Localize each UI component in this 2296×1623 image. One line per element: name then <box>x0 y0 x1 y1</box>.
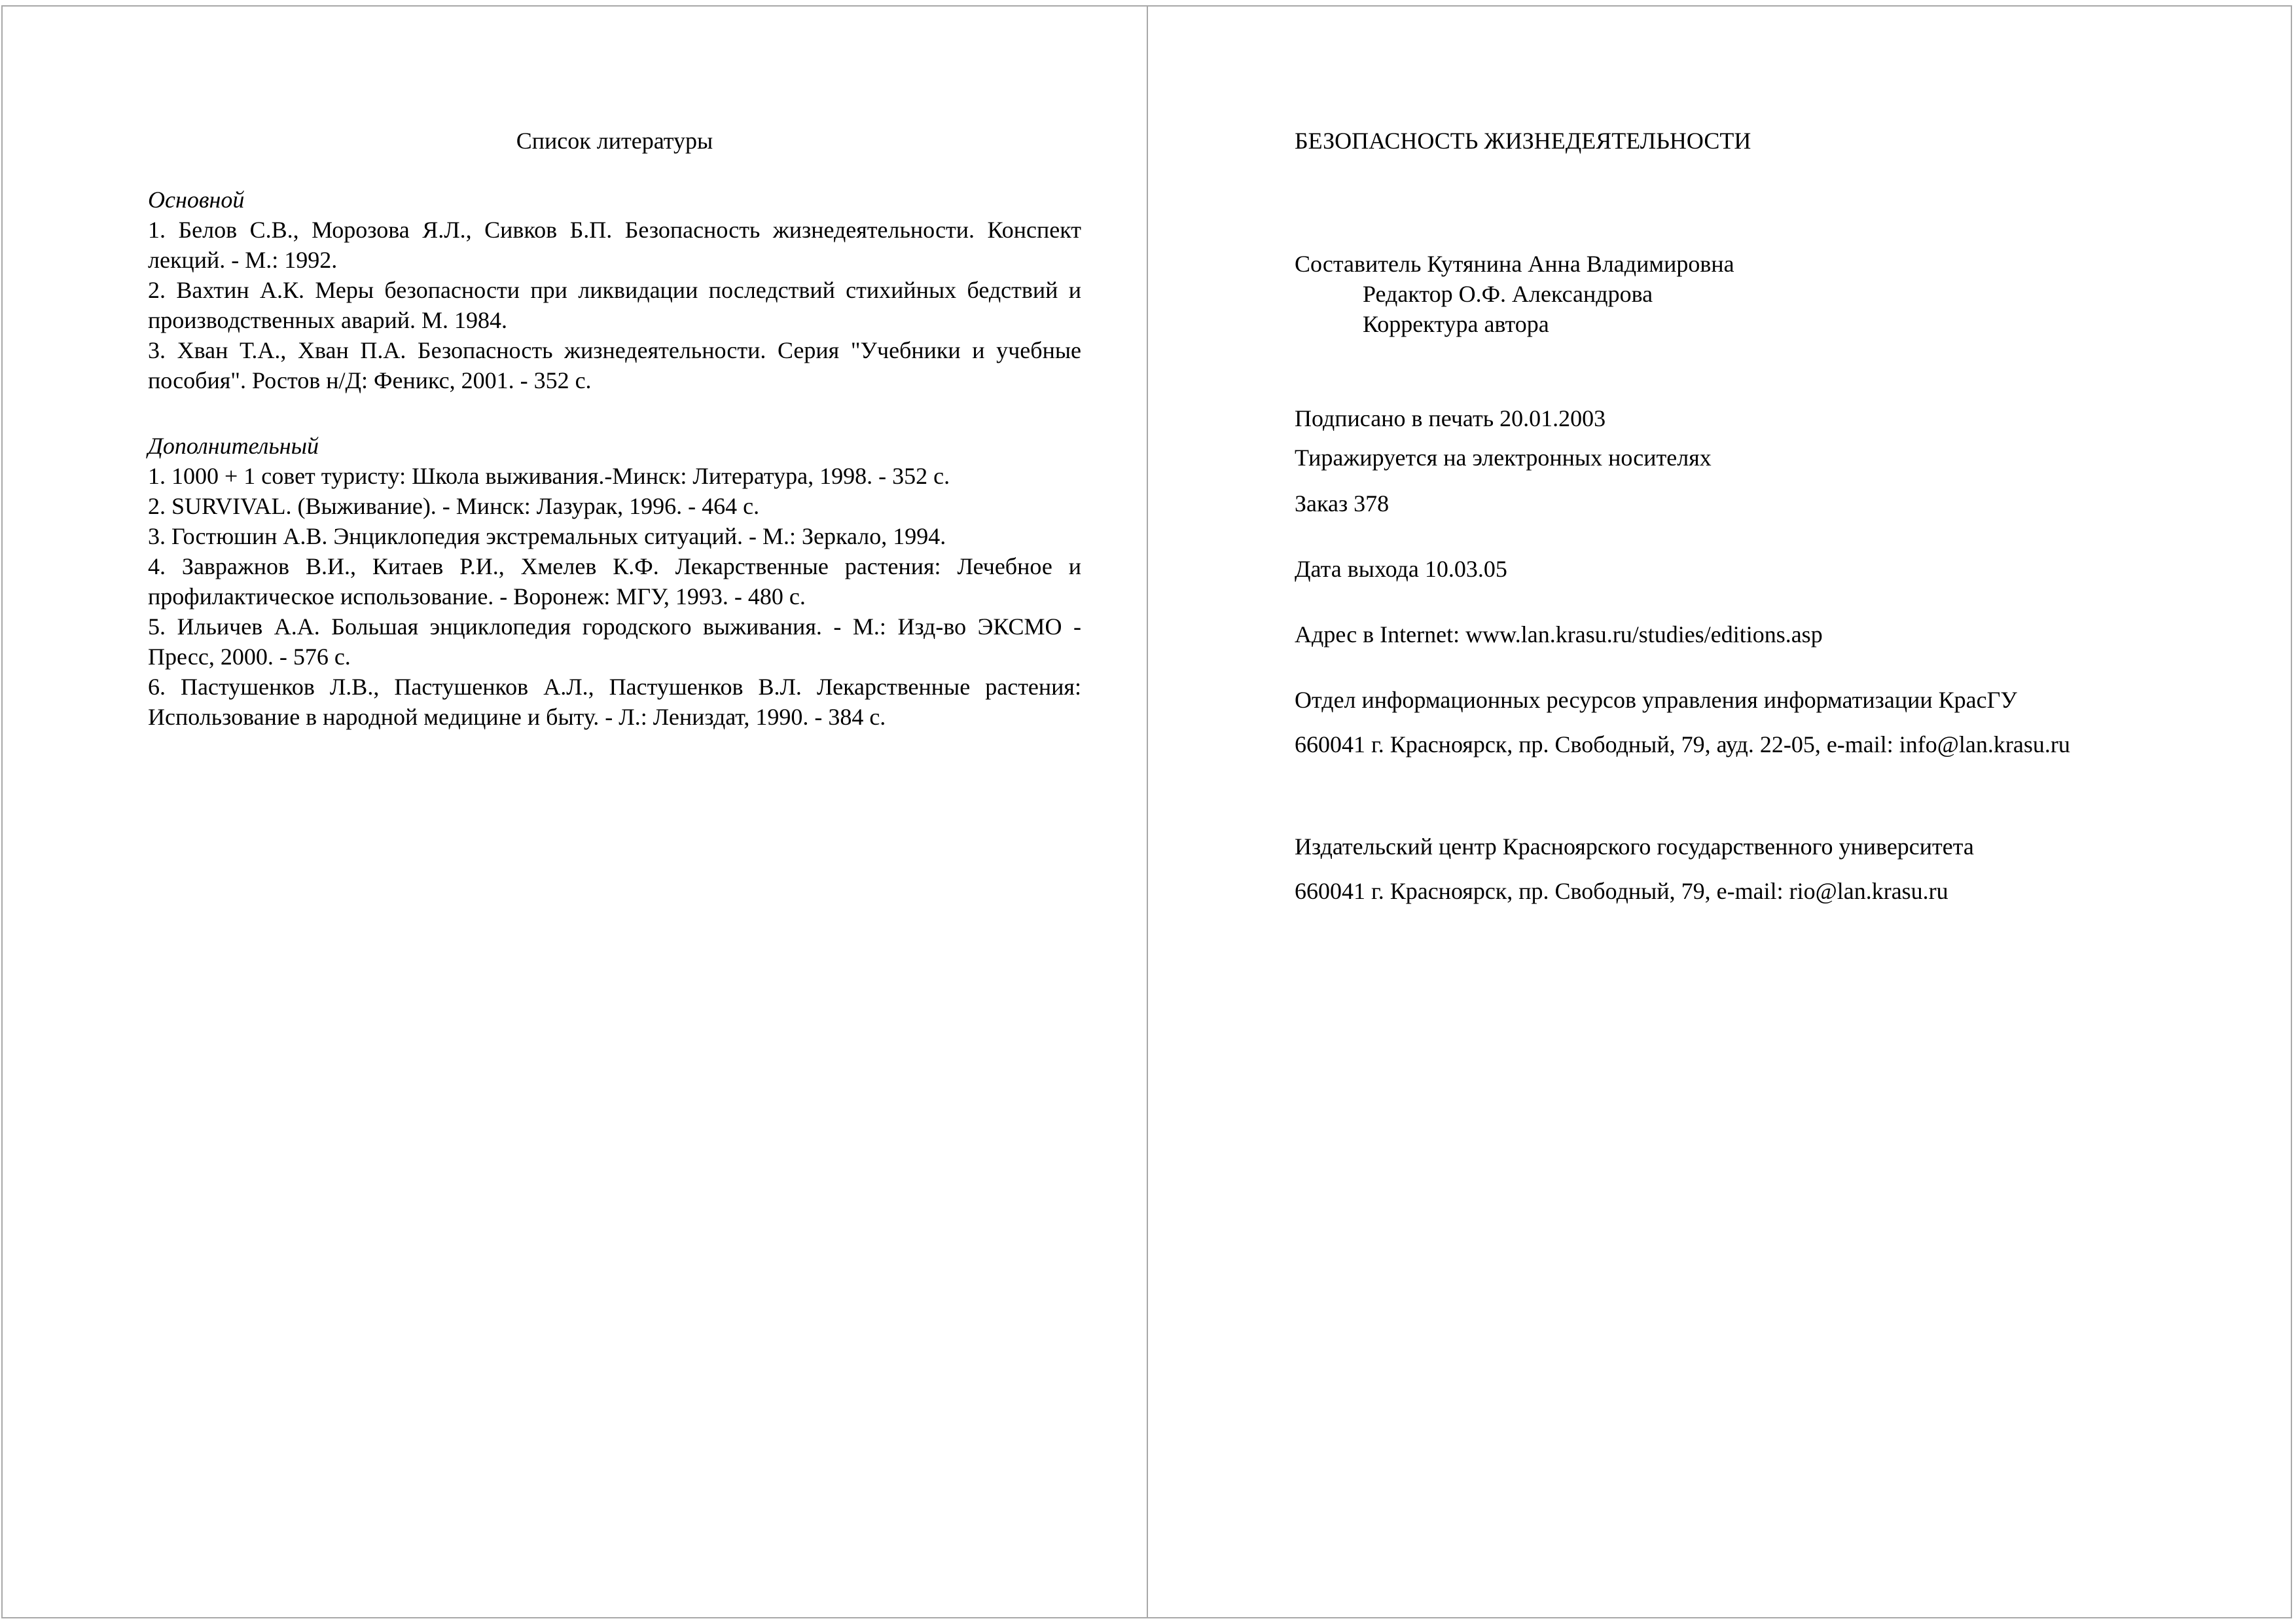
extra-heading: Дополнительный <box>148 433 319 459</box>
reference-item: 1. Белов С.В., Морозова Я.Л., Сивков Б.П. Безопасность жизнедеятельности. Конспект лекций. - М.: 1992. <box>148 217 1081 273</box>
reference-item: 6. Пастушенков Л.В., Пастушенков А.Л., Пастушенков В.Л. Лекарственные растения: Использование в народной медицине и быту. - Л.: Лениздат, 1990. - 384 с. <box>148 674 1081 730</box>
page-divider <box>1147 5 1148 1618</box>
reference-item: 5. Ильичев А.А. Большая энциклопедия городского выживания. - М.: Изд-во ЭКСМО - Пресс, 2000. - 576 с. <box>148 613 1081 670</box>
department-address-line: 660041 г. Красноярск, пр. Свободный, 79, ауд. 22-05, e-mail: info@lan.krasu.ru <box>1295 731 2070 757</box>
release-line: Дата выхода 10.03.05 <box>1295 556 1507 582</box>
bibliography-title: Список литературы <box>516 128 713 154</box>
publisher-address-line: 660041 г. Красноярск, пр. Свободный, 79, e-mail: rio@lan.krasu.ru <box>1295 878 1948 904</box>
distribution-line: Тиражируется на электронных носителях <box>1295 445 1712 471</box>
internet-line: Адрес в Internet: www.lan.krasu.ru/studies/editions.asp <box>1295 621 1823 647</box>
compiler-line: Составитель Кутянина Анна Владимировна <box>1295 251 1734 277</box>
reference-item: 1. 1000 + 1 совет туристу: Школа выживания.-Минск: Литература, 1998. - 352 с. <box>148 463 950 489</box>
signed-line: Подписано в печать 20.01.2003 <box>1295 405 1606 431</box>
publisher-line: Издательский центр Красноярского государственного университета <box>1295 833 1974 860</box>
department-line: Отдел информационных ресурсов управления информатизации КрасГУ <box>1295 687 2017 713</box>
book-title: БЕЗОПАСНОСТЬ ЖИЗНЕДЕЯТЕЛЬНОСТИ <box>1295 128 1751 154</box>
reference-item: 3. Гостюшин А.В. Энциклопедия экстремальных ситуаций. - М.: Зеркало, 1994. <box>148 523 946 549</box>
basic-heading: Основной <box>148 187 245 213</box>
reference-item: 4. Завражнов В.И., Китаев Р.И., Хмелев К.Ф. Лекарственные растения: Лечебное и профилактическое использование. - Воронеж: МГУ, 1993. - 480 с. <box>148 553 1081 610</box>
reference-item: 3. Хван Т.А., Хван П.А. Безопасность жизнедеятельности. Серия "Учебники и учебные пособия". Ростов н/Д: Феникс, 2001. - 352 с. <box>148 337 1081 393</box>
extra-references <box>148 431 1081 732</box>
reference-item: 2. SURVIVAL. (Выживание). - Минск: Лазурак, 1996. - 464 с. <box>148 493 760 519</box>
editor-line: Редактор О.Ф. Александрова <box>1363 281 1653 307</box>
basic-references <box>148 185 1081 395</box>
proofreading-line: Корректура автора <box>1363 311 1549 337</box>
reference-item: 2. Вахтин А.К. Меры безопасности при ликвидации последствий стихийных бедствий и производственных аварий. М. 1984. <box>148 277 1081 333</box>
order-line: Заказ 378 <box>1295 490 1390 517</box>
